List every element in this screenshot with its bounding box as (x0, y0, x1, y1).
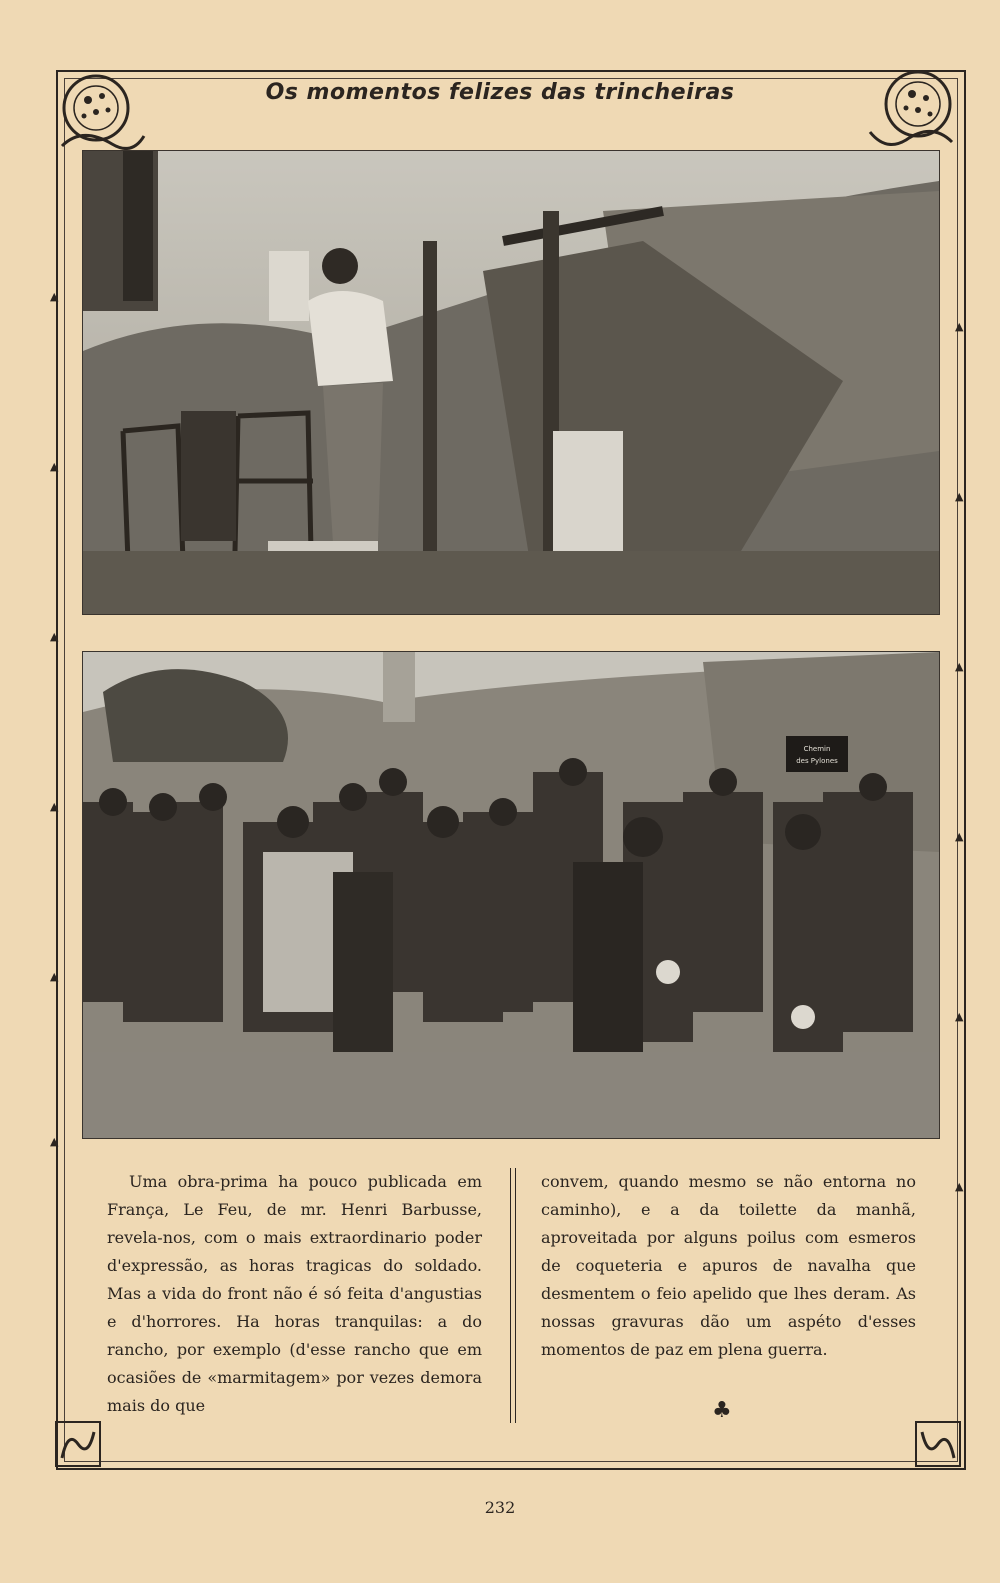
corner-ornament-icon (866, 62, 962, 158)
article-right-column (541, 1168, 916, 1364)
article-left-text: Uma obra-prima ha pouco publicada em França, Le Feu, de mr. Henri Barbusse, revela-nos, com o mais extraordinario poder d'expressão, as horas tragicas do soldado. Mas a vida do front não é só feita d'angustias e d'horrores. Ha horas tranquilas: a do rancho, por exemplo (d'esse rancho que em ocasiões de «marmitagem» por vezes demora mais do que (107, 1172, 482, 1415)
corner-ornament-icon (52, 66, 148, 162)
club-ornament-icon: ♣ (712, 1398, 732, 1423)
column-divider (510, 1168, 516, 1423)
photo-soldiers-rancho (82, 651, 940, 1139)
trench-sign-line-1: Chemin (803, 745, 831, 753)
side-arrow-icon: ▲ (955, 830, 964, 843)
article-left-column (107, 1168, 482, 1420)
photo-soldier-by-dugout (82, 150, 940, 615)
side-arrow-icon: ▲ (955, 1010, 964, 1023)
corner-ornament-icon (52, 1418, 104, 1470)
side-arrow-icon: ▲ (50, 970, 59, 983)
page-number: 232 (484, 1498, 516, 1517)
side-arrow-icon: ▲ (955, 660, 964, 673)
side-arrow-icon: ▲ (50, 630, 59, 643)
side-arrow-icon: ▲ (955, 320, 964, 333)
side-arrow-icon: ▲ (50, 800, 59, 813)
side-arrow-icon: ▲ (50, 1135, 59, 1148)
side-arrow-icon: ▲ (50, 460, 59, 473)
side-arrow-icon: ▲ (50, 290, 59, 303)
trench-sign-line-2: des Pylones (796, 757, 838, 765)
corner-ornament-icon (912, 1418, 964, 1470)
side-arrow-icon: ▲ (955, 490, 964, 503)
page-title: Os momentos felizes das trincheiras (265, 80, 735, 105)
article-right-text: convem, quando mesmo se não entorna no caminho), e a da toilette da manhã, aproveitada por alguns poilus com esmeros de coqueteria e apuros de navalha que desmentem o feio apelido que lhes deram. As nossas gravuras dão um aspéto d'esses momentos de paz em plena guerra. (541, 1172, 916, 1359)
side-arrow-icon: ▲ (955, 1180, 964, 1193)
